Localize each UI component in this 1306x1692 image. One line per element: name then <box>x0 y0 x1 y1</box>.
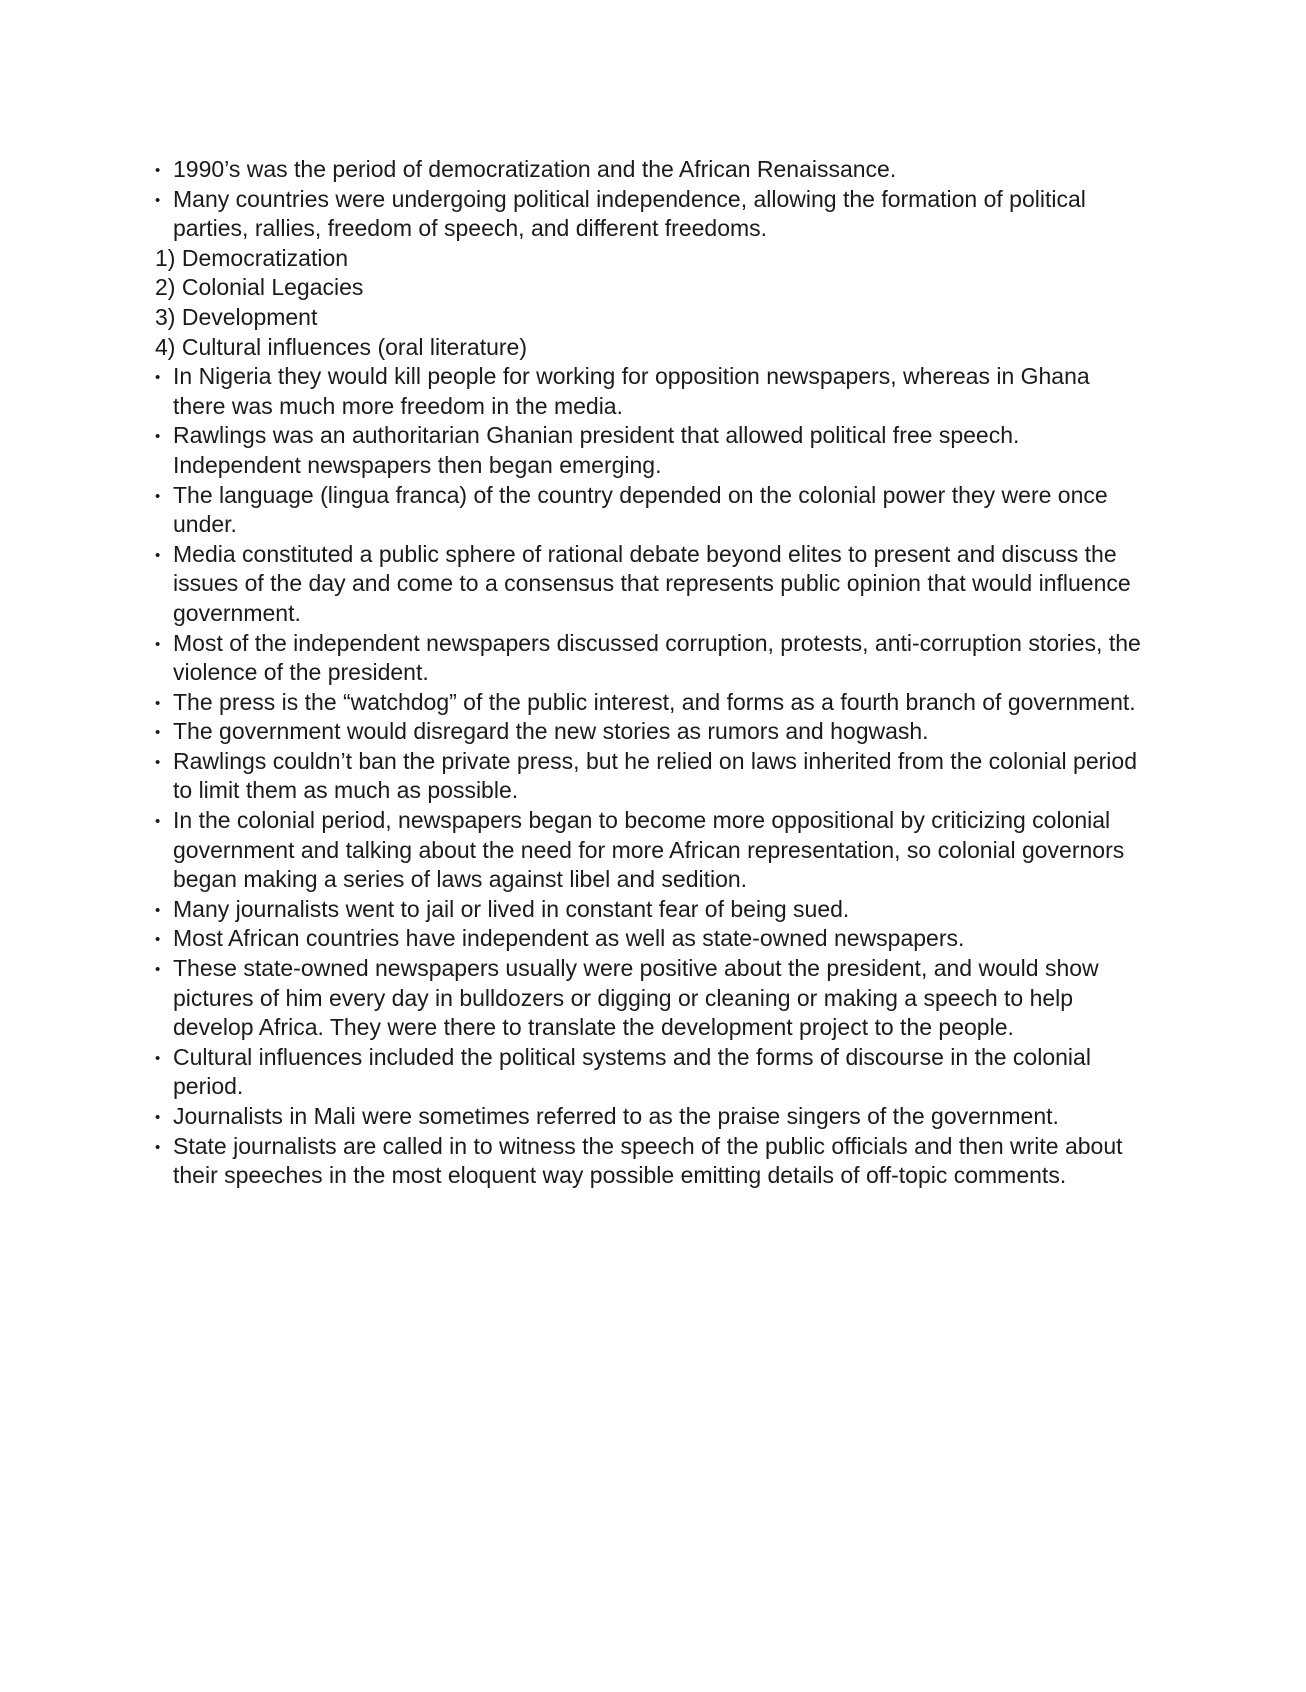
bullet-item <box>155 924 1145 954</box>
number-marker: 4) <box>155 333 176 360</box>
notes-list <box>155 155 1145 1191</box>
bullet-text: These state-owned newspapers usually were positive about the president, and would show pictures of him every day in bulldozers or digging or cleaning or making a speech to help develop Africa. They were there to translate the development project to the people. <box>173 955 1099 1041</box>
numbered-text: Colonial Legacies <box>181 274 364 301</box>
numbered-text: Development <box>181 303 318 330</box>
bullet-marker <box>155 481 167 514</box>
bullet-text: The language (lingua franca) of the country depended on the colonial power they were once under. <box>173 481 1108 538</box>
bullet-text: Cultural influences included the political systems and the forms of discourse in the colonial period. <box>173 1043 1091 1100</box>
bullet-item <box>155 895 1145 925</box>
numbered-item <box>155 273 1145 303</box>
bullet-item <box>155 629 1145 688</box>
bullet-text: Most of the independent newspapers discussed corruption, protests, anti-corruption stories, the violence of the president. <box>173 629 1141 686</box>
bullet-marker <box>155 895 167 928</box>
bullet-text: State journalists are called in to witness the speech of the public officials and then write about their speeches in the most eloquent way possible emitting details of off-topic comments. <box>173 1132 1123 1189</box>
bullet-marker <box>155 717 167 750</box>
bullet-marker <box>155 1102 167 1135</box>
bullet-item <box>155 421 1145 480</box>
bullet-marker <box>155 629 167 662</box>
bullet-marker <box>155 954 167 987</box>
bullet-item <box>155 481 1145 540</box>
bullet-text: The government would disregard the new stories as rumors and hogwash. <box>173 718 929 745</box>
numbered-text: Democratization <box>181 244 349 271</box>
number-marker: 2) <box>155 274 176 301</box>
bullet-item <box>155 362 1145 421</box>
bullet-text: 1990’s was the period of democratization and the African Renaissance. <box>173 156 897 182</box>
bullet-marker <box>155 185 167 218</box>
bullet-marker <box>155 924 167 957</box>
bullet-marker <box>155 1043 167 1076</box>
bullet-item <box>155 688 1145 718</box>
bullet-item <box>155 806 1145 895</box>
bullet-text: Most African countries have independent as well as state-owned newspapers. <box>173 925 965 952</box>
bullet-item <box>155 954 1145 1043</box>
bullet-item <box>155 540 1145 629</box>
bullet-text: Rawlings was an authoritarian Ghanian president that allowed political free speech. Independent newspapers then began emerging. <box>173 422 1020 478</box>
bullet-marker <box>155 806 167 839</box>
numbered-item <box>155 303 1145 333</box>
bullet-marker <box>155 747 167 780</box>
number-marker: 1) <box>155 244 176 271</box>
bullet-marker <box>155 540 167 573</box>
bullet-item <box>155 1043 1145 1102</box>
bullet-text: Journalists in Mali were sometimes referred to as the praise singers of the government. <box>173 1103 1059 1129</box>
bullet-item <box>155 1102 1145 1132</box>
bullet-item <box>155 747 1145 806</box>
bullet-marker <box>155 155 167 188</box>
bullet-text: Many journalists went to jail or lived in constant fear of being sued. <box>173 895 850 922</box>
bullet-item <box>155 1132 1145 1191</box>
bullet-text: In the colonial period, newspapers began to become more oppositional by criticizing colonial government and talking about the need for more African representation, so colonial governors began making a series of laws against libel and sedition. <box>173 807 1125 893</box>
bullet-marker <box>155 362 167 395</box>
bullet-item <box>155 155 1145 185</box>
numbered-item <box>155 244 1145 274</box>
numbered-text: Cultural influences (oral literature) <box>181 333 527 360</box>
bullet-item <box>155 185 1145 244</box>
bullet-item <box>155 717 1145 747</box>
bullet-text: The press is the “watchdog” of the public interest, and forms as a fourth branch of government. <box>173 688 1136 715</box>
bullet-text: In Nigeria they would kill people for working for opposition newspapers, whereas in Ghana there was much more freedom in the media. <box>173 363 1090 419</box>
bullet-text: Many countries were undergoing political independence, allowing the formation of political parties, rallies, freedom of speech, and different freedoms. <box>173 185 1086 242</box>
bullet-marker <box>155 1132 167 1165</box>
bullet-text: Rawlings couldn’t ban the private press, but he relied on laws inherited from the colonial period to limit them as much as possible. <box>173 747 1137 804</box>
number-marker: 3) <box>155 303 176 330</box>
bullet-marker <box>155 421 167 454</box>
bullet-marker <box>155 688 167 721</box>
bullet-text: Media constituted a public sphere of rational debate beyond elites to present and discuss the issues of the day and come to a consensus that represents public opinion that would influence government. <box>173 540 1131 626</box>
numbered-item <box>155 333 1145 363</box>
